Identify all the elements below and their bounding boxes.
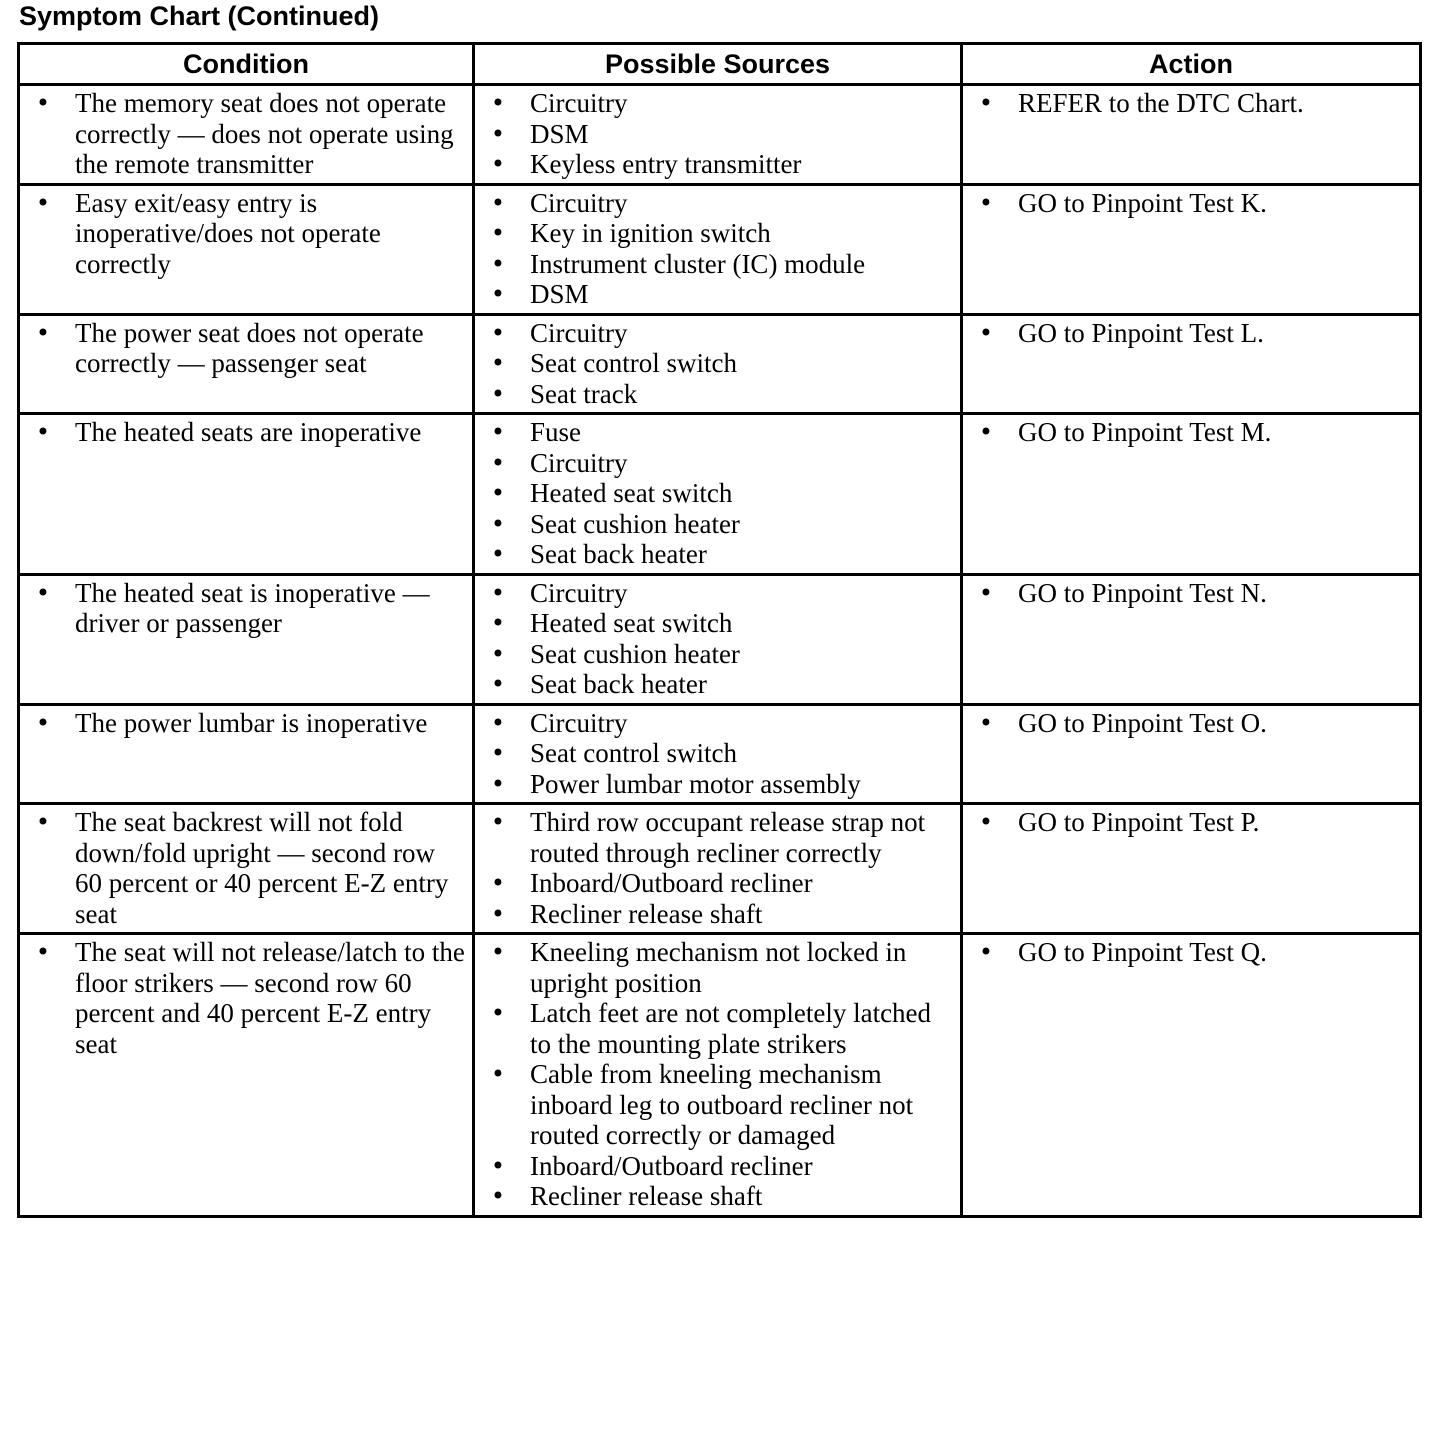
cell-possible-sources: [474, 184, 962, 314]
list-item-text: Third row occupant release strap not routed through recliner correctly: [530, 807, 926, 868]
list-item: [963, 807, 1415, 838]
cell-condition: [19, 414, 474, 575]
list-item-text: DSM: [530, 279, 589, 309]
list-item-text: GO to Pinpoint Test N.: [1018, 577, 1267, 608]
bullet-icon: •: [35, 418, 51, 446]
cell-condition: [19, 85, 474, 185]
list-item-text: GO to Pinpoint Test M.: [1018, 417, 1272, 447]
bullet-icon: •: [490, 119, 506, 148]
bullet-icon: •: [978, 938, 994, 966]
list-item: [963, 188, 1415, 219]
bullet-icon: •: [490, 899, 506, 928]
list-item-text: Seat cushion heater: [530, 508, 740, 539]
bullet-icon: •: [35, 578, 51, 607]
list-item-text: GO to Pinpoint Test Q.: [1018, 937, 1267, 967]
cell-possible-sources: [474, 704, 962, 804]
list-item-text: Circuitry: [530, 317, 628, 348]
list-item-text: GO to Pinpoint Test P.: [1018, 807, 1260, 837]
list-item: [20, 578, 468, 639]
list-item-text: Circuitry: [530, 577, 628, 608]
list-item: [20, 88, 468, 180]
list-item: [475, 937, 956, 998]
list-item-text: Keyless entry transmitter: [530, 149, 802, 179]
cell-action: [962, 574, 1421, 704]
bullet-icon: •: [35, 808, 51, 836]
list-item: [475, 279, 956, 310]
list-item: [475, 318, 956, 349]
list-item: [475, 249, 956, 280]
bullet-icon: •: [490, 1060, 506, 1088]
list-item: [475, 669, 956, 700]
table-row: [19, 184, 1421, 314]
list-item: [475, 868, 956, 899]
list-item-text: Kneeling mechanism not locked in upright position: [530, 937, 907, 998]
list-item-text: Latch feet are not completely latched to the mounting plate strikers: [530, 998, 932, 1059]
table-row: [19, 314, 1421, 414]
bullet-icon: •: [490, 280, 506, 308]
list-item: [475, 1151, 956, 1182]
cell-condition: [19, 314, 474, 414]
bullet-icon: •: [490, 739, 506, 767]
list-item-text: The power lumbar is inoperative: [75, 707, 428, 738]
cell-possible-sources: [474, 934, 962, 1217]
list-item: [963, 708, 1415, 739]
list-item-text: Seat cushion heater: [530, 638, 740, 669]
list-item: [20, 708, 468, 739]
list-item: [475, 119, 956, 150]
bullet-icon: •: [490, 89, 506, 117]
cell-action: [962, 934, 1421, 1217]
bullet-icon: •: [490, 379, 506, 408]
list-item-text: Seat back heater: [530, 669, 707, 699]
list-item: [475, 379, 956, 410]
list-item: [20, 417, 468, 448]
header-possible-sources: Possible Sources: [474, 44, 962, 85]
header-action: Action: [962, 44, 1421, 85]
list-item-text: Inboard/Outboard recliner: [530, 868, 813, 898]
cell-action: [962, 804, 1421, 934]
bullet-icon: •: [490, 639, 506, 668]
bullet-icon: •: [35, 708, 51, 737]
table-body: [19, 85, 1421, 1217]
cell-action: [962, 704, 1421, 804]
list-item: [475, 539, 956, 570]
bullet-icon: •: [490, 808, 506, 836]
bullet-icon: •: [490, 578, 506, 607]
list-item-text: Cable from kneeling mechanism inboard leg to outboard recliner not routed correctly or damaged: [530, 1059, 914, 1150]
list-item-text: The power seat does not operate correctly — passenger seat: [75, 317, 424, 378]
cell-condition: [19, 934, 474, 1217]
bullet-icon: •: [35, 188, 51, 217]
bullet-icon: •: [490, 418, 506, 446]
table-row: [19, 85, 1421, 185]
list-item: [963, 88, 1415, 119]
cell-condition: [19, 704, 474, 804]
cell-action: [962, 184, 1421, 314]
bullet-icon: •: [490, 249, 506, 278]
list-item: [475, 348, 956, 379]
bullet-icon: •: [490, 509, 506, 538]
bullet-icon: •: [490, 479, 506, 507]
list-item-text: Circuitry: [530, 707, 628, 738]
list-item-text: GO to Pinpoint Test O.: [1018, 707, 1267, 738]
list-item-text: Seat control switch: [530, 738, 737, 768]
table-row: [19, 574, 1421, 704]
list-item: [475, 769, 956, 800]
bullet-icon: •: [978, 188, 994, 217]
list-item: [475, 448, 956, 479]
cell-possible-sources: [474, 804, 962, 934]
list-item: [20, 188, 468, 280]
bullet-icon: •: [490, 1182, 506, 1210]
table-row: [19, 414, 1421, 575]
list-item: [963, 417, 1415, 448]
bullet-icon: •: [490, 318, 506, 347]
list-item-text: Seat track: [530, 378, 638, 409]
bullet-icon: •: [978, 808, 994, 836]
list-item: [475, 578, 956, 609]
list-item: [475, 88, 956, 119]
list-item: [963, 318, 1415, 349]
list-item: [475, 708, 956, 739]
bullet-icon: •: [490, 999, 506, 1027]
bullet-icon: •: [490, 708, 506, 737]
table-header-row: [19, 44, 1421, 85]
list-item: [475, 738, 956, 769]
bullet-icon: •: [490, 1151, 506, 1180]
bullet-icon: •: [978, 708, 994, 737]
cell-possible-sources: [474, 314, 962, 414]
table-row: [19, 804, 1421, 934]
cell-action: [962, 414, 1421, 575]
header-condition: Condition: [19, 44, 474, 85]
list-item-text: The memory seat does not operate correctly — does not operate using the remote transmitter: [75, 88, 454, 179]
list-item: [20, 318, 468, 379]
cell-action: [962, 85, 1421, 185]
bullet-icon: •: [978, 318, 994, 347]
list-item-text: Heated seat switch: [530, 478, 733, 508]
bullet-icon: •: [35, 938, 51, 966]
symptom-chart-table: [17, 42, 1422, 1218]
cell-possible-sources: [474, 574, 962, 704]
list-item-text: Inboard/Outboard recliner: [530, 1150, 813, 1181]
list-item-text: The heated seats are inoperative: [75, 417, 422, 447]
bullet-icon: •: [490, 349, 506, 377]
bullet-icon: •: [978, 89, 994, 117]
list-item: [475, 807, 956, 868]
list-item-text: Heated seat switch: [530, 608, 733, 638]
list-item-text: Seat control switch: [530, 348, 737, 378]
cell-condition: [19, 184, 474, 314]
list-item-text: Power lumbar motor assembly: [530, 768, 861, 799]
cell-possible-sources: [474, 414, 962, 575]
bullet-icon: •: [490, 540, 506, 568]
bullet-icon: •: [490, 448, 506, 477]
list-item-text: Recliner release shaft: [530, 1181, 763, 1211]
bullet-icon: •: [490, 609, 506, 637]
list-item: [475, 509, 956, 540]
list-item: [963, 578, 1415, 609]
table-row: [19, 934, 1421, 1217]
list-item-text: Circuitry: [530, 88, 628, 118]
list-item-text: Instrument cluster (IC) module: [530, 248, 866, 279]
list-item-text: REFER to the DTC Chart.: [1018, 88, 1304, 118]
page-title: Symptom Chart (Continued): [19, 1, 379, 31]
list-item: [475, 998, 956, 1059]
bullet-icon: •: [490, 150, 506, 178]
list-item-text: The seat backrest will not fold down/fold upright — second row 60 percent or 40 percent E-Z entry seat: [75, 807, 449, 929]
bullet-icon: •: [490, 769, 506, 798]
bullet-icon: •: [490, 670, 506, 698]
bullet-icon: •: [490, 938, 506, 966]
list-item-text: DSM: [530, 118, 589, 149]
bullet-icon: •: [978, 578, 994, 607]
list-item: [475, 1181, 956, 1212]
table-row: [19, 704, 1421, 804]
list-item: [20, 937, 468, 1059]
bullet-icon: •: [490, 219, 506, 247]
cell-action: [962, 314, 1421, 414]
list-item-text: Recliner release shaft: [530, 898, 763, 929]
list-item-text: Circuitry: [530, 447, 628, 478]
list-item: [475, 639, 956, 670]
list-item-text: The heated seat is inoperative — driver or passenger: [75, 577, 430, 638]
list-item: [963, 937, 1415, 968]
list-item-text: GO to Pinpoint Test L.: [1018, 317, 1264, 348]
list-item-text: Easy exit/easy entry is inoperative/does not operate correctly: [75, 187, 381, 279]
bullet-icon: •: [490, 188, 506, 217]
list-item: [475, 218, 956, 249]
list-item: [475, 478, 956, 509]
list-item-text: Key in ignition switch: [530, 218, 771, 248]
cell-condition: [19, 574, 474, 704]
bullet-icon: •: [978, 418, 994, 446]
list-item-text: The seat will not release/latch to the floor strikers — second row 60 percent and 40 percent E-Z entry seat: [75, 937, 465, 1059]
cell-condition: [19, 804, 474, 934]
list-item-text: Circuitry: [530, 187, 628, 218]
cell-possible-sources: [474, 85, 962, 185]
list-item: [475, 149, 956, 180]
list-item: [475, 608, 956, 639]
list-item: [475, 188, 956, 219]
list-item: [475, 899, 956, 930]
bullet-icon: •: [35, 89, 51, 117]
list-item-text: Seat back heater: [530, 539, 707, 569]
list-item-text: GO to Pinpoint Test K.: [1018, 187, 1267, 218]
bullet-icon: •: [35, 318, 51, 347]
list-item: [475, 417, 956, 448]
list-item: [20, 807, 468, 929]
bullet-icon: •: [490, 869, 506, 897]
list-item: [475, 1059, 956, 1151]
list-item-text: Fuse: [530, 417, 582, 447]
